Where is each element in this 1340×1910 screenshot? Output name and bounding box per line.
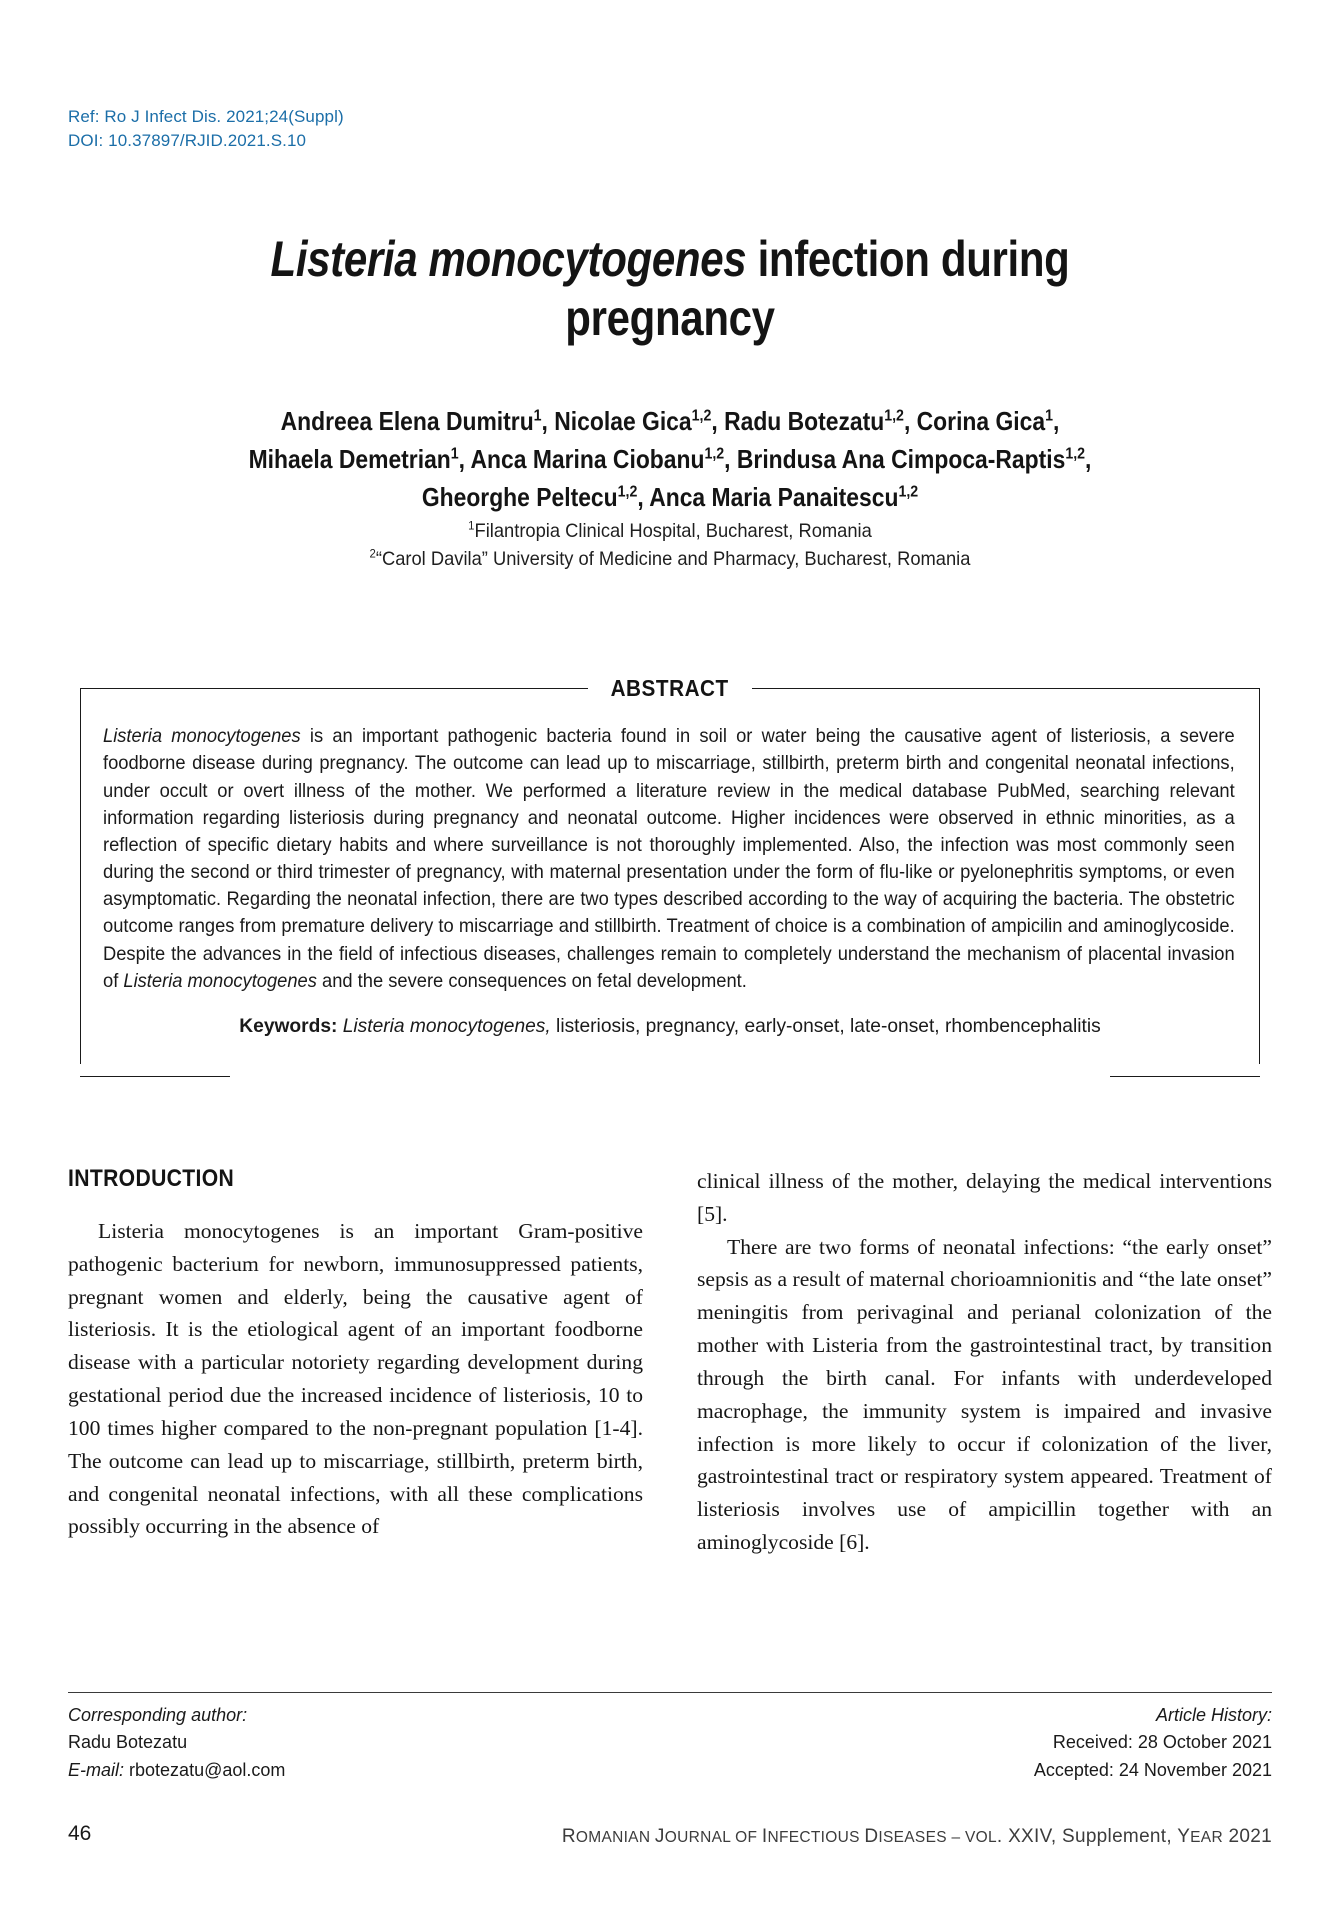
affiliation-2 [162,545,1177,573]
author-affil-marker: 1 [533,406,542,425]
journal-initial: D [864,1826,879,1847]
journal-ref-line: Ref: Ro J Infect Dis. 2021;24(Suppl) [68,107,344,126]
body-columns [68,1165,1272,1559]
author-line-1: Andreea Elena Dumitru$^1$, Nicolae Gica$^{1,2}$, Radu Botezatu$^{1,2}$, Corina Gica$^1$, [280,406,1060,436]
affiliation-text: Filantropia Clinical Hospital, Bucharest, Romania [474,520,872,542]
affiliation-1 [162,517,1177,545]
author-affil-marker: 1 [1045,406,1053,425]
author-name: Mihaela Demetrian [248,444,451,475]
author-affil-marker: 1,2 [617,482,638,501]
abstract-paragraph [103,723,1235,995]
author-name: Nicolae Gica [554,406,692,436]
journal-footer-line [562,1826,1272,1848]
abstract-species-end: Listeria monocytogenes [123,970,317,992]
corresponding-author-label: Corresponding author: [68,1705,248,1725]
title-rest: infection during pregnancy [565,230,1070,346]
keywords-line [103,1014,1237,1041]
author-name: Gheorghe Peltecu [421,482,618,513]
journal-initial: J [654,1826,665,1847]
abstract-bottom-right [1110,1076,1260,1077]
intro-paragraph-right-2: There are two forms of neonatal infections: “the early onset” sepsis as a result of maternal chorioamnionitis and “the late onset” meningitis from perivaginal and perianal colonization of the mother with Listeria from the gastrointestinal tract, by transition through the birth canal. For infants with underdeveloped macrophage, the immunity system is impaired and invasive infection is more likely to occur if colonization of the liver, gastrointestinal tract or respiratory system appeared. Treatment of listeriosis involves use of ampicillin together with an aminoglycoside [6]. [697,1234,1272,1554]
author-affil-marker: 1,2 [884,406,904,425]
journal-initial: R [561,1826,576,1847]
footer-divider [68,1692,1272,1693]
abstract-heading: ABSTRACT [610,674,730,701]
paper-title [216,230,1123,348]
keywords-rest: listeriosis, pregnancy, early-onset, late-onset, rhombencephalitis [550,1016,1101,1038]
email-label: E-mail: [68,1759,125,1780]
author-affil-marker: 1,2 [704,444,725,463]
author-line-2: Mihaela Demetrian$^1$, Anca Marina Ciobanu$^{1,2}$, Brindusa Ana Cimpoca-Raptis$^{1,2}$, [248,444,1092,475]
author-list [195,402,1145,517]
journal-word: ISEASES – V [878,1829,976,1846]
abstract-body [80,688,1260,1064]
corresponding-author-name: Radu Botezatu [68,1732,188,1753]
abstract-bottom-left [80,1076,230,1077]
abstract-species-start: Listeria monocytogenes [103,726,301,748]
column-right [697,1165,1272,1559]
abstract-tail-text: and the severe consequences on fetal development. [316,970,747,992]
affiliation-list [162,517,1177,574]
author-name: Radu Botezatu [724,406,885,436]
author-affil-marker: 1,2 [691,406,712,425]
title-species: Listeria monocytogenes [270,230,747,287]
email-value[interactable]: rbotezatu@aol.com [129,1759,286,1780]
journal-word: NFECTIOUS [767,1829,865,1846]
article-accepted-date: Accepted: 24 November 2021 [1033,1759,1272,1780]
column-left [68,1165,643,1559]
abstract-main-text: is an important pathogenic bacteria found in soil or water being the causative agent of listeriosis, a severe foodborne disease during pregnancy. The outcome can lead up to miscarriage, stillbirth, preterm birth and congenital neonatal infections, under occult or overt illness of the mother. We performed a literature review in the medical database PubMed, searching relevant information regarding listeriosis during pregnancy and neonatal outcome. Higher incidences were observed in ethnic minorities, as a reflection of specific dietary habits and where surveillance is not thoroughly implemented. Also, the infection was most commonly seen during the second or third trimester of pregnancy, with maternal presentation under the form of flu-like or pyelonephritis symptoms, or even asymptomatic. Regarding the neonatal infection, there are two types described according to the way of acquiring the bacteria. The obstetric outcome ranges from premature delivery to miscarriage and stillbirth. Treatment of choice is a combination of ampicilin and aminoglycoside. Despite the advances in the field of infectious diseases, challenges remain to completely understand the mechanism of placental invasion of [103,726,1235,992]
journal-word: EAR [1190,1829,1223,1846]
affiliation-marker: 1 [468,518,475,533]
journal-reference-block [68,105,344,153]
corresponding-author-block [68,1702,285,1784]
journal-year: 2021 [1222,1826,1272,1847]
author-affil-marker: 1,2 [898,482,919,501]
author-affil-marker: 1 [450,444,459,463]
author-name: Corina Gica [916,406,1046,436]
journal-word: . XXIV, Supplement, Y [996,1826,1191,1847]
article-history-label: Article History: [1155,1705,1272,1725]
journal-word: OMANIAN [575,1829,655,1846]
doi-line: DOI: 10.37897/RJID.2021.S.10 [68,131,307,151]
author-name: Anca Marina Ciobanu [470,444,705,475]
author-name: Andreea Elena Dumitru [280,406,534,436]
affiliation-marker: 2 [369,546,376,561]
section-heading-introduction: INTRODUCTION [68,1165,235,1192]
abstract-rule-left [80,688,588,689]
article-received-date: Received: 28 October 2021 [1052,1732,1272,1753]
article-history-block [1034,1702,1272,1784]
corresponding-author-email-line [68,1757,285,1784]
journal-word: OL [975,1829,997,1846]
page-number: 46 [68,1822,92,1845]
author-name: Anca Maria Panaitescu [649,482,899,513]
intro-paragraph-right-1: clinical illness of the mother, delaying the medical interventions [5]. [697,1169,1272,1226]
intro-paragraph-left: Listeria monocytogenes is an important Gram-positive pathogenic bacterium for newborn, immunosuppressed patients, pregnant women and elderly, being the causative agent of listeriosis. It is the etiological agent of an important foodborne disease with a particular notoriety regarding development during gestational period due the increased incidence of listeriosis, 10 to 100 times higher compared to the non-pregnant population [1-4]. The outcome can lead up to miscarriage, stillbirth, preterm birth, and congenital neonatal infections, with all these complications possibly occurring in the absence of [68,1219,643,1539]
abstract-rule-right [752,688,1260,689]
journal-initial: I [761,1826,768,1847]
author-name: Brindusa Ana Cimpoca-Raptis [736,444,1066,475]
author-affil-marker: 1,2 [1065,444,1086,463]
keywords-species: Listeria monocytogenes, [342,1016,551,1038]
journal-word: OURNAL OF [664,1829,762,1846]
abstract-box [80,674,1260,1076]
keywords-label: Keywords: [239,1016,338,1038]
affiliation-text: “Carol Davila” University of Medicine and Pharmacy, Bucharest, Romania [375,548,971,571]
author-line-3: Gheorghe Peltecu$^{1,2}$, Anca Maria Panaitescu$^{1,2}$ [421,482,919,513]
